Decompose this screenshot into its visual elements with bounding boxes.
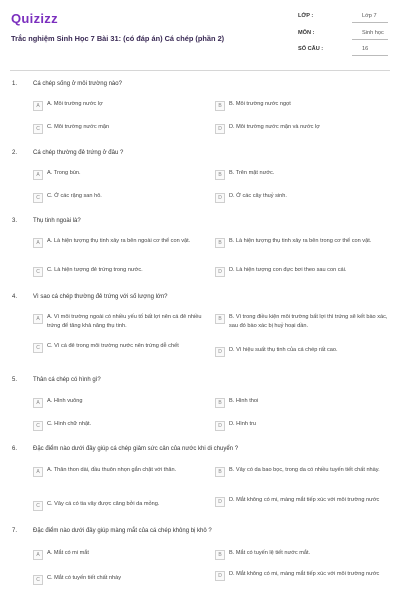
option-text: D. Mắt không có mi, màng mắt tiếp xúc với môi trường nước (229, 497, 380, 503)
option-letter-box: D (215, 571, 225, 581)
option-text: A. Mắt có mi mắt (47, 550, 89, 556)
question-number: 2. (12, 150, 18, 156)
option-text: D. Là hiện tượng con đực bơi theo sau con cái. (229, 267, 347, 273)
option-letter-box: A (33, 238, 43, 248)
option-letter-box: D (215, 497, 225, 507)
option-text: A. Hình vuông (47, 398, 83, 404)
meta-grade-line (352, 22, 388, 23)
meta-count-line (352, 55, 388, 56)
meta-subject (298, 27, 384, 41)
question-text: Vì sao cá chép thường đẻ trứng với số lượng lớn? (33, 294, 168, 300)
option-text: D. Vì hiệu suất thụ tinh của cá chép rất cao. (229, 347, 338, 353)
question-text: Đặc điểm nào dưới đây giúp cá chép giảm sức cản của nước khi di chuyển ? (33, 446, 239, 452)
question-number: 7. (12, 528, 18, 534)
option-letter-box: C (33, 124, 43, 134)
question-number: 3. (12, 218, 18, 224)
question-number: 4. (12, 294, 18, 300)
option-letter-box: B (215, 101, 225, 111)
option-text: D. Hình tru (229, 421, 257, 427)
option-text: C. Ở các rặng san hô. (47, 193, 102, 199)
option-text: A. Vì môi trường ngoài có nhiều yếu tố bất lợi nên cá đẻ nhiều trứng để tăng khả năng thụ tinh. (47, 314, 202, 329)
option-letter-box: A (33, 101, 43, 111)
option-letter-box: D (215, 267, 225, 277)
option-letter-box: C (33, 575, 43, 585)
option-text: B. Hình thoi (229, 398, 259, 404)
option-letter-box: D (215, 347, 225, 357)
question-text: Thụ tinh ngoài là? (33, 218, 81, 224)
question-text: Đặc điểm nào dưới đây giúp màng mắt của cá chép không bị khô ? (33, 528, 212, 534)
option-text: B. Vảy có da bao bọc, trong da có nhiều tuyến tiết chất nhày. (229, 467, 380, 473)
option-text: C. Là hiện tượng đẻ trứng trong nước. (47, 267, 143, 273)
quizizz-logo: Quizizz (11, 11, 58, 26)
question-text: Cá chép thường đẻ trứng ở đâu ? (33, 150, 124, 156)
option-text: A. Thân thon dài, đầu thuôn nhọn gắn chặt với thân. (47, 467, 177, 473)
option-letter-box: D (215, 124, 225, 134)
option-letter-box: B (215, 550, 225, 560)
option-text: D. Mắt không có mi, màng mắt tiếp xúc với môi trường nước (229, 571, 380, 577)
option-letter-box: A (33, 170, 43, 180)
header-divider (10, 70, 390, 71)
option-letter-box: B (215, 314, 225, 324)
option-letter-box: B (215, 238, 225, 248)
option-letter-box: D (215, 193, 225, 203)
question-number: 1. (12, 81, 18, 87)
option-letter-box: A (33, 314, 43, 324)
option-letter-box: A (33, 467, 43, 477)
meta-subject-value: Sinh học (362, 30, 384, 36)
meta-grade-label: LỚP : (298, 13, 314, 19)
option-letter-box: C (33, 421, 43, 431)
option-text: D. Ở các cây thuỷ sinh. (229, 193, 287, 199)
meta-subject-label: MÔN : (298, 30, 315, 36)
option-text: B. Trên mặt nước. (229, 170, 275, 176)
question-number: 5. (12, 377, 18, 383)
option-letter-box: A (33, 550, 43, 560)
option-text: C. Vây cá có tia vây được căng bởi da mỏng. (47, 501, 160, 507)
option-text: A. Trong bùn. (47, 170, 81, 176)
option-text: B. Mắt có tuyến lệ tiết nước mắt. (229, 550, 311, 556)
meta-subject-line (352, 39, 388, 40)
option-letter-box: B (215, 170, 225, 180)
option-text: C. Vì cá đẻ trong môi trường nước nên trứng dễ chết (47, 343, 179, 349)
option-letter-box: D (215, 421, 225, 431)
question-text: Cá chép sống ở môi trường nào? (33, 81, 122, 87)
option-letter-box: B (215, 467, 225, 477)
option-text: B. Môi trường nước ngọt (229, 101, 291, 107)
meta-count-label: SỐ CÂU : (298, 46, 324, 52)
document-title: Trắc nghiệm Sinh Học 7 Bài 31: (có đáp án) Cá chép (phần 2) (11, 34, 225, 43)
meta-grade (298, 10, 384, 24)
option-text: A. Là hiện tượng thụ tinh xảy ra bên ngoài cơ thể con vật. (47, 238, 191, 244)
option-text: C. Hình chữ nhật. (47, 421, 92, 427)
option-text: C. Môi trường nước mặn (47, 124, 110, 130)
option-letter-box: C (33, 501, 43, 511)
option-text: A. Môi trường nước lợ (47, 101, 103, 107)
meta-count-value: 16 (362, 46, 369, 52)
option-text: C. Mắt có tuyến tiết chất nhày (47, 575, 121, 581)
page-header (0, 0, 400, 70)
option-text: B. Vì trong điều kiện môi trường bất lợi thì trứng sẽ kết bào xác, sau đó bào xác bị huỷ hoại dần. (229, 314, 388, 329)
option-letter-box: C (33, 343, 43, 353)
option-letter-box: A (33, 398, 43, 408)
option-letter-box: B (215, 398, 225, 408)
option-letter-box: C (33, 267, 43, 277)
meta-count (298, 43, 384, 57)
question-number: 6. (12, 446, 18, 452)
option-text: B. Là hiện tượng thụ tinh xảy ra bên trong cơ thể con vật. (229, 238, 372, 244)
option-text: D. Môi trường nước mặn và nước lợ (229, 124, 320, 130)
meta-grade-value: Lớp 7 (362, 13, 377, 19)
option-letter-box: C (33, 193, 43, 203)
question-text: Thân cá chép có hình gì? (33, 377, 101, 383)
